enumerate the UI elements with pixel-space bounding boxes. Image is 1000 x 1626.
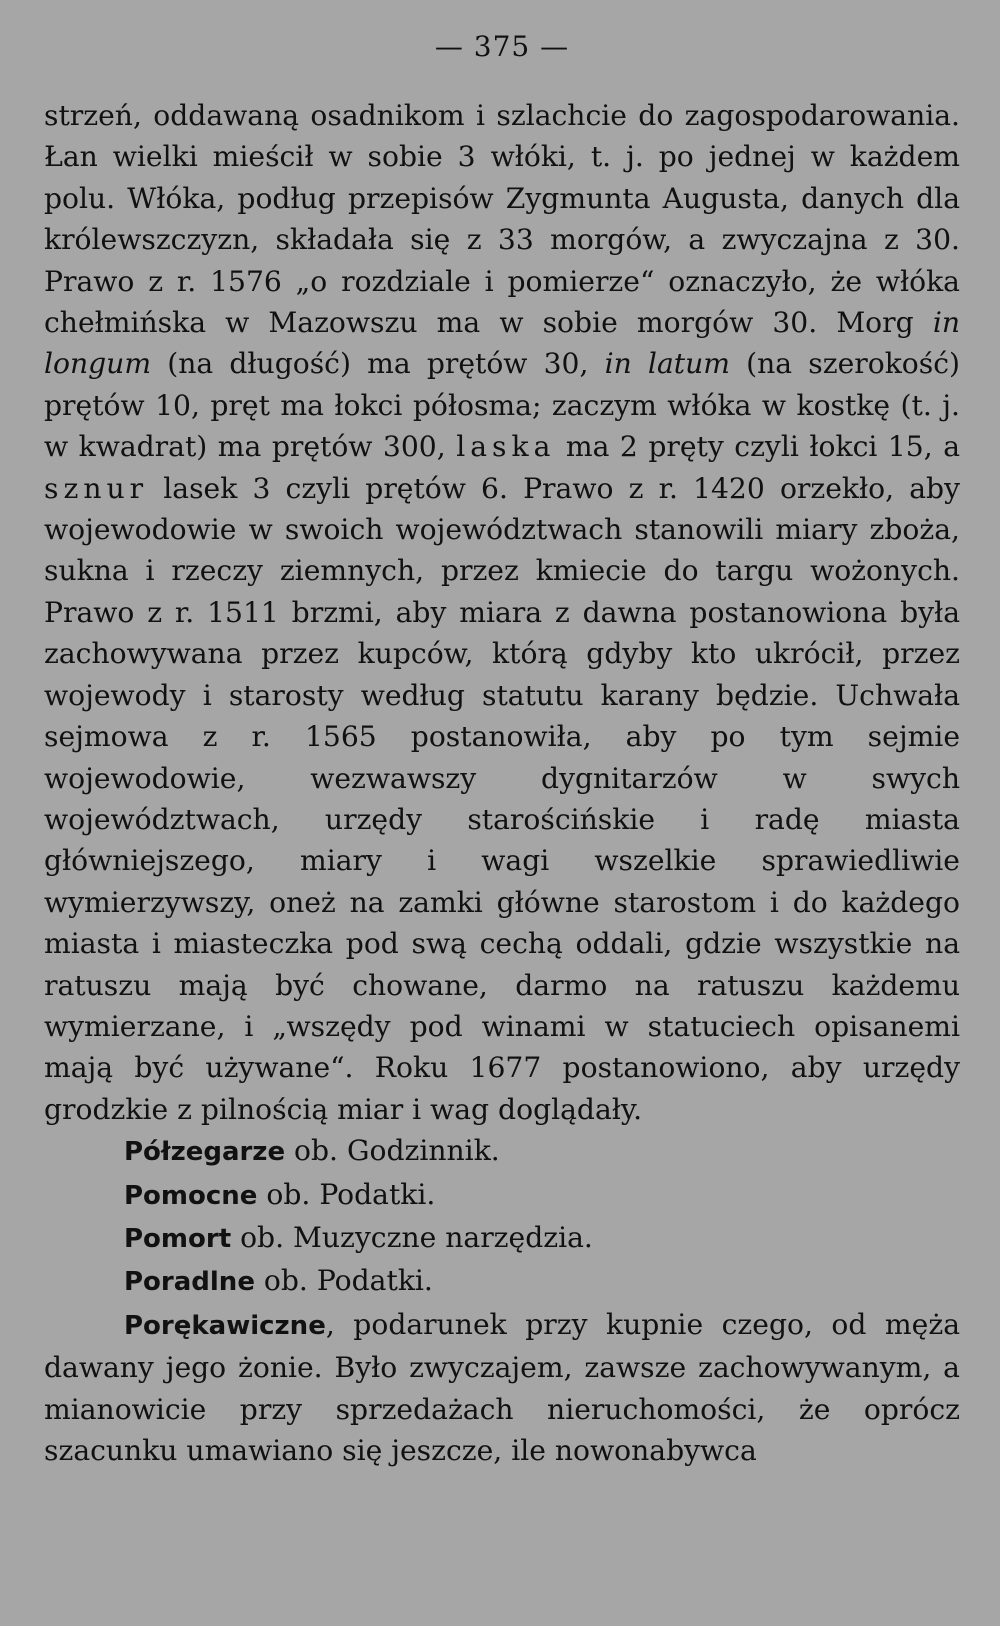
spaced-term: laska [456, 430, 556, 464]
entry-headword: Pomocne [124, 1180, 258, 1211]
entry-pomocne [44, 1174, 960, 1217]
text-run: (na szerokość) prętów 10, pręt ma łokci półosma; zaczym włóka w kostkę (t. j. w kwadrat) ma prętów 300, [44, 347, 960, 464]
entry-poradlne [44, 1260, 960, 1303]
latin-term: in latum [604, 347, 730, 381]
text-run: (na długość) ma prętów 30, [151, 347, 605, 381]
entry-text: ob. Podatki. [254, 1264, 433, 1298]
entry-polzegarze [44, 1130, 960, 1173]
entry-pomort [44, 1217, 960, 1260]
text-run: strzeń, oddawaną osadnikom i szlachcie do zagospodarowania. Łan wielki mieścił w sobie 3 włóki, t. j. po jednej w każdem polu. Włóka, podług przepisów Zygmunta Augusta, danych dla królewszczyzn, składała się z 33 morgów, a zwyczajna z 30. Prawo z r. 1576 „o rozdziale i pomierze“ oznaczyło, że włóka chełmińska w Mazowszu ma w sobie morgów 30. Morg [44, 99, 960, 340]
entry-porekawiczne [44, 1304, 960, 1472]
entry-headword: Półzegarze [124, 1137, 286, 1168]
entry-text: ob. Podatki. [257, 1177, 436, 1211]
latin-term: in longum [44, 306, 960, 381]
entry-text: ob. Muzyczne narzędzia. [231, 1220, 593, 1254]
text-run: ma 2 pręty czyli łokci 15, a [555, 430, 960, 464]
spaced-term: sznur [44, 471, 149, 505]
entry-headword: Poradlne [124, 1267, 255, 1298]
entry-text: ob. Godzinnik. [285, 1134, 500, 1168]
entry-headword: Porękawiczne [124, 1310, 326, 1341]
page-number: — 375 — [434, 30, 570, 63]
text-run: lasek 3 czyli prętów 6. Prawo z r. 1420 orzekło, aby wojewodowie w swoich województwach stanowili miary zboża, sukna i rzeczy ziemnych, przez kmiecie do targu wożonych. Prawo z r. 1511 brzmi, aby miara z dawna postanowiona była zachowywana przez kupców, którą gdyby kto ukrócił, przez wojewody i starosty według statutu karany będzie. Uchwała sejmowa z r. 1565 postanowiła, aby po tym sejmie wojewodowie, wezwawszy dygnitarzów w swych województwach, urzędy starościńskie i radę miasta główniejszego, miary i wagi wszelkie sprawiedliwie wymierzywszy, oneż na zamki główne starostom i do każdego miasta i miasteczka pod swą cechą oddali, gdzie wszystkie na ratuszu mają być chowane, darmo na ratuszu każdemu wymierzane, i „wszędy pod winami w statuciech opisanemi mają być używane“. Roku 1677 postanowiono, aby urzędy grodzkie z pilnością miar i wag doglądały. [44, 471, 960, 1126]
entry-headword: Pomort [124, 1223, 232, 1254]
entry-text: , podarunek przy kupnie czego, od męża dawany jego żonie. Było zwyczajem, zawsze zachowywanym, a mianowicie przy sprzedażach nieruchomości, że oprócz szacunku umawiano się jeszcze, ile nowonabywca [44, 1307, 960, 1467]
paragraph-measures [44, 95, 960, 1130]
